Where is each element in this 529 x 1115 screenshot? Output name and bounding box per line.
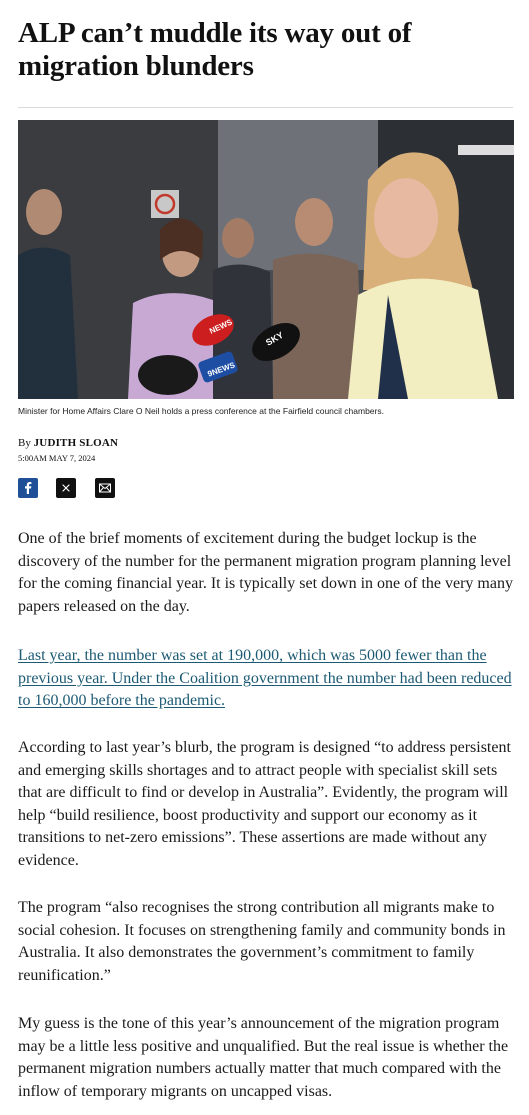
mic-label-news: NEWS [208,317,234,336]
email-share-button[interactable] [95,478,115,498]
headline-divider [18,107,513,108]
byline [18,437,118,449]
article-paragraph: One of the brief moments of excitement during the budget lockup is the discovery of the number for the permanent migration program planning level for the coming financial year. It is typically set down in one of the very many papers released on the day. [18,530,513,615]
press-conference-illustration [18,120,514,399]
share-bar [18,478,38,498]
email-icon [95,478,115,498]
author-name[interactable]: JUDITH SLOAN [33,437,119,449]
article-paragraph: The program “also recognises the strong contribution all migrants make to social cohesion. It focuses on strengthening family and community bonds in Australia. It also demonstrates the government’s commitment to family reunification.” [18,899,506,984]
image-caption: Minister for Home Affairs Clare O Neil holds a press conference at the Fairfield council chambers. [18,406,384,416]
x-icon [56,478,76,498]
article-headline: ALP can’t muddle its way out of migration blunders [18,17,412,82]
article-paragraph: My guess is the tone of this year’s announcement of the migration program may be a little less positive and unqualified. But the real issue is whether the permanent migration numbers actually matter that much compared with the inflow of temporary migrants on uncapped visas. [18,1015,509,1100]
hero-photo[interactable] [18,120,514,399]
publish-timestamp: 5:00AM MAY 7, 2024 [18,453,96,463]
mic-label-9news: 9NEWS [206,360,237,379]
facebook-icon [18,478,38,498]
mic-label-sky: SKY [264,329,286,348]
article-paragraph: According to last year’s blurb, the program is designed “to address persistent and emerging skills shortages and to attract people with specialist skill sets that are difficult to find or develop in Australia”. Evidently, the program will help “build resilience, boost productivity and support our economy as it transitions to net-zero emissions”. These assertions are made without any evidence. [18,739,511,869]
x-share-button[interactable] [56,478,76,498]
byline-prefix: By [18,437,31,449]
facebook-share-button[interactable] [18,478,38,498]
article-link-paragraph[interactable]: Last year, the number was set at 190,000, which was 5000 fewer than the previous year. Under the Coalition government the number had been reduced to 160,000 before the pandemic. [18,647,512,710]
